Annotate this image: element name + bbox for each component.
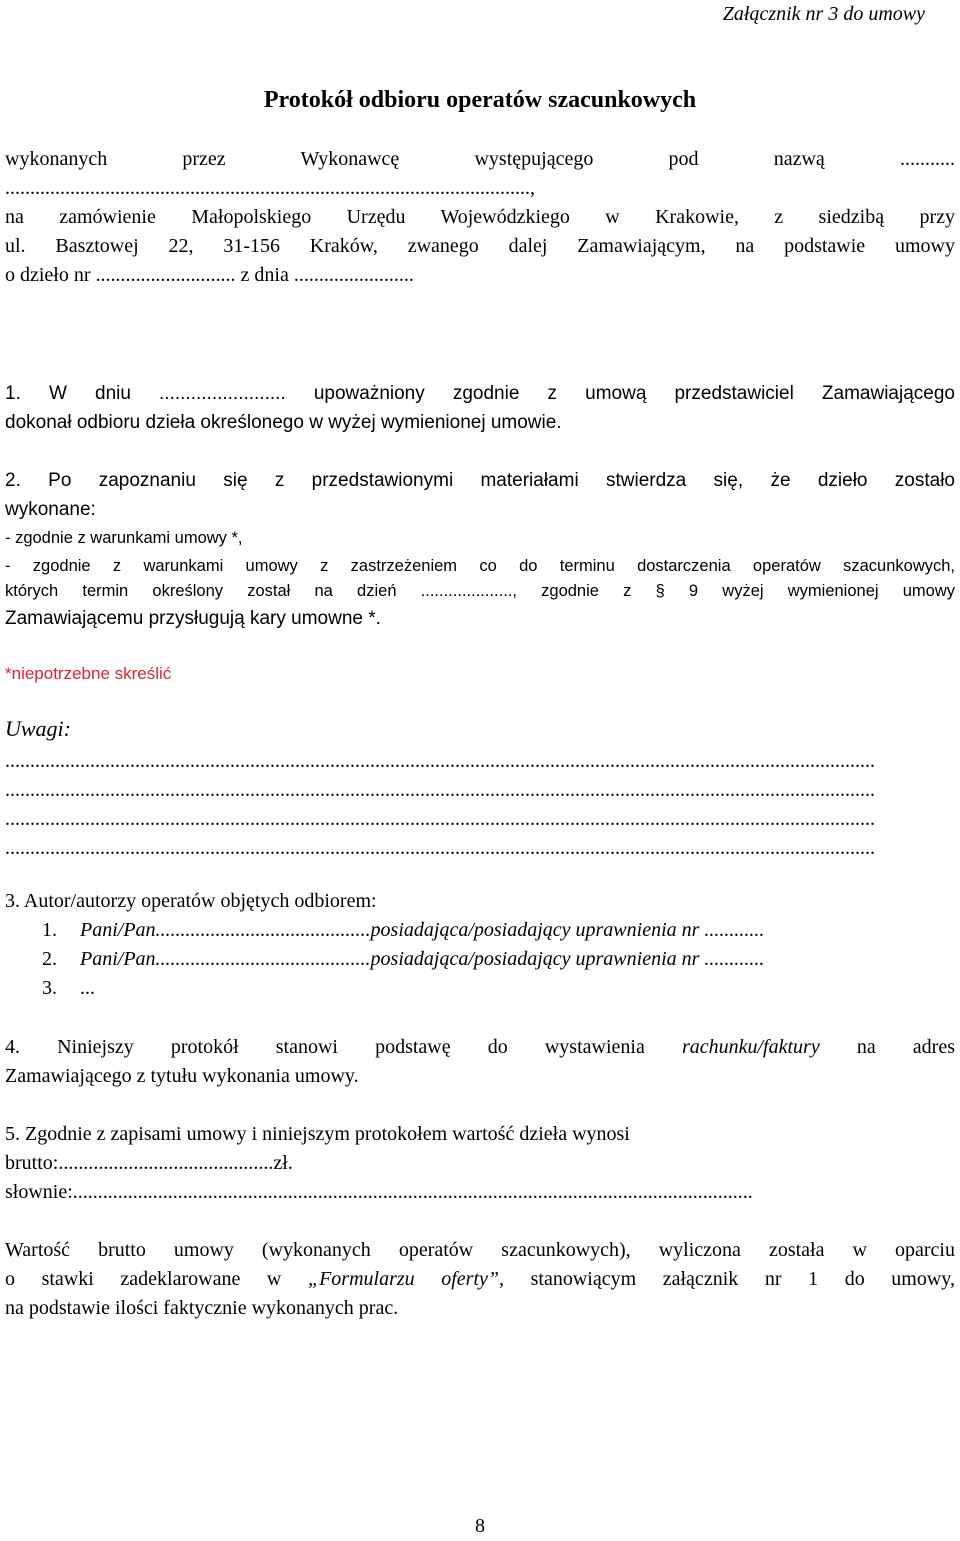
author-name: ... [80, 977, 95, 999]
intro-line-3: na zamówienie Małopolskiego Urzędu Wojewódzkiego w Krakowie, z siedzibą przy [5, 206, 955, 228]
author-license: posiadająca/posiadający uprawnienia nr ............ [370, 948, 765, 970]
point2-line-4: - zgodnie z warunkami umowy z zastrzeżeniem co do terminu dostarczenia operatów szacunkowych, [5, 557, 955, 575]
point2-line-3: - zgodnie z warunkami umowy *, [5, 529, 243, 547]
point4-text-a: 4. Niniejszy protokół stanowi podstawę do wystawienia [5, 1036, 682, 1058]
author-license: posiadająca/posiadający uprawnienia nr ............ [370, 919, 765, 941]
intro-line-2: ........................................................................................................., [5, 177, 535, 199]
page-title: Protokół odbioru operatów szacunkowych [263, 87, 697, 113]
remarks-label: Uwagi: [5, 716, 71, 741]
author-number: 3. [42, 977, 57, 999]
point1-line-2: dokonał odbioru dzieła określonego w wyżej wymienionej umowie. [5, 412, 562, 433]
closing-line-3: na podstawie ilości faktycznie wykonanych prac. [5, 1297, 399, 1319]
remarks-line-3: .............................................................................................................................................................................. [5, 808, 875, 830]
author-number: 2. [42, 948, 57, 970]
author-row-1 [42, 916, 954, 945]
point4-text-c: na adres [819, 1036, 956, 1058]
point5-line-1: 5. Zgodnie z zapisami umowy i niniejszym protokołem wartość dzieła wynosi [5, 1123, 630, 1145]
point1-line-1: 1. W dniu ........................ upoważniony zgodnie z umową przedstawiciel Zamawiającego [5, 383, 955, 404]
closing-line-2 [5, 1265, 955, 1294]
author-row-3 [42, 974, 954, 1003]
author-name: Pani/Pan........................................... [80, 948, 371, 970]
remarks-line-4: .............................................................................................................................................................................. [5, 837, 875, 859]
intro-line-5: o dzieło nr ............................ z dnia ........................ [5, 264, 414, 286]
remarks-line-1: .............................................................................................................................................................................. [5, 750, 875, 772]
footnote-note: *niepotrzebne skreślić [5, 664, 172, 683]
point2-line-6: Zamawiającemu przysługują kary umowne *. [5, 608, 381, 629]
author-row-2 [42, 945, 954, 974]
point3-heading: 3. Autor/autorzy operatów objętych odbiorem: [5, 890, 377, 912]
closing-text-c: , stanowiącym załącznik nr 1 do umowy, [499, 1268, 955, 1290]
point2-line-5: których termin określony został na dzień ...................., zgodnie z § 9 wyżej wymienionej umowy [5, 582, 955, 600]
closing-line-1: Wartość brutto umowy (wykonanych operatów szacunkowych), wyliczona została w oparciu [5, 1239, 955, 1261]
point2-line-1: 2. Po zapoznaniu się z przedstawionymi materiałami stwierdza się, że dzieło zostało [5, 470, 955, 491]
point2-line-2: wykonane: [5, 499, 96, 520]
point4-line-1 [5, 1033, 955, 1062]
author-number: 1. [42, 919, 57, 941]
closing-text-a: o stawki zadeklarowane w [5, 1268, 308, 1290]
annex-label: Załącznik nr 3 do umowy [722, 3, 925, 25]
author-name: Pani/Pan........................................... [80, 919, 371, 941]
page-number: 8 [475, 1515, 485, 1537]
point4-line-2: Zamawiającego z tytułu wykonania umowy. [5, 1065, 359, 1087]
point5-in-words: słownie:........................................................................................................................................ [5, 1181, 753, 1203]
remarks-line-2: .............................................................................................................................................................................. [5, 779, 875, 801]
closing-offer-form: „Formularzu oferty” [307, 1268, 500, 1290]
intro-line-1: wykonanych przez Wykonawcę występującego pod nazwą ........... [5, 148, 955, 170]
point4-invoice-term: rachunku/faktury [681, 1036, 820, 1058]
point5-gross: brutto:...........................................zł. [5, 1152, 293, 1174]
intro-line-4: ul. Basztowej 22, 31-156 Kraków, zwanego dalej Zamawiającym, na podstawie umowy [5, 235, 955, 257]
